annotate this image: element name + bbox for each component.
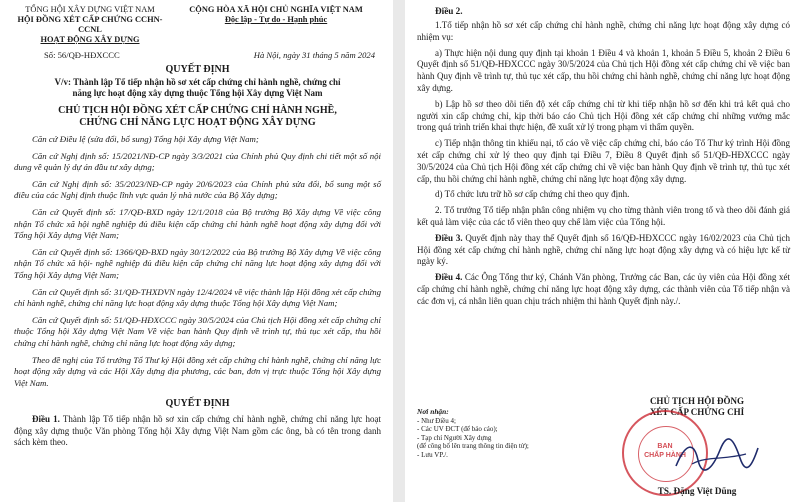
- issuer-heading: [14, 105, 381, 129]
- legal-basis-item: Theo đề nghị của Tổ trưởng Tổ Thư ký Hội đồng xét cấp chứng chỉ hành nghề, chứng chỉ năng lực hoạt động xây dựng và các Hội Xây dựng địa phương, các ban, đơn vị trực thuộc Tổng hội Xây dựng Việt Nam.: [14, 354, 381, 388]
- signature-block: [612, 396, 782, 496]
- handwritten-signature: [672, 436, 762, 476]
- decision-heading: QUYẾT ĐỊNH: [165, 398, 230, 410]
- signer-title-2: XÉT CẤP CHỨNG CHỈ: [649, 407, 745, 417]
- signer-title-1: CHỦ TỊCH HỘI ĐỒNG: [649, 396, 745, 406]
- article-2-paragraph: b) Lập hồ sơ theo dõi tiến độ xét cấp chứng chỉ từ khi tiếp nhận hồ sơ đến khi trả kết quả cho người xin cấp chứng chỉ, kịp thời báo cáo Chủ tịch Hội đồng xét cấp chứng chỉ những vướng mắc trong quá trình triển khai thực hiện, đề xuất xử lý trong phạm vi thẩm quyền.: [417, 98, 790, 133]
- org-line-1: TỔNG HỘI XÂY DỰNG VIỆT NAM: [25, 5, 155, 14]
- article-3-label: Điều 3.: [435, 232, 463, 243]
- stamp-text-1: BAN: [657, 443, 673, 450]
- subject-line-1: V/v: Thành lập Tổ tiếp nhận hồ sơ xét cấp chứng chỉ hành nghề, chứng chỉ: [54, 77, 341, 87]
- article-2-label: Điều 2.: [435, 6, 463, 16]
- document-header: [14, 5, 381, 45]
- article-4-text: Các Ông Tổng thư ký, Chánh Văn phòng, Trưởng các Ban, các ủy viên của Hội đồng xét cấp chứng chỉ hành nghề, chứng chỉ năng lực hoạt động xây dựng, các thành viên của Tổ tiếp nhận và các đơn vị, cá nhân liên quan chịu trách nhiệm thi hành Quyết định này./.: [417, 272, 790, 306]
- nation-line-2: Độc lập - Tự do - Hạnh phúc: [224, 15, 328, 24]
- article-4-label: Điều 4.: [435, 272, 463, 283]
- signer-name: TS. Đặng Việt Dũng: [657, 486, 737, 496]
- document-page-1: [0, 0, 393, 502]
- document-page-2: [405, 0, 800, 502]
- issuer-line-1: CHỦ TỊCH HỘI ĐỒNG XÉT CẤP CHỨNG CHỈ HÀNH NGHỀ,: [58, 105, 337, 116]
- legal-basis-item: Căn cứ Quyết định số: 31/QĐ-THXDVN ngày 12/4/2024 về việc thành lập Hội đồng xét cấp chứng chỉ hành nghề, chứng chỉ năng lực hoạt động xây dựng thuộc Tổng hội Xây dựng Việt Nam;: [14, 286, 381, 309]
- recipient-item: (để công bố lên trang thông tin điện tử);: [417, 442, 529, 451]
- number-date-line: [14, 50, 381, 60]
- nation-block: [171, 5, 381, 45]
- article-2-paragraph: d) Tổ chức lưu trữ hồ sơ cấp chứng chỉ theo quy định.: [435, 189, 630, 200]
- article-2-paragraph: 1.Tổ tiếp nhận hồ sơ xét cấp chứng chỉ hành nghề, chứng chỉ năng lực hoạt động xây dựng có nhiệm vụ:: [417, 20, 790, 42]
- org-line-2: HỘI ĐỒNG XÉT CẤP CHỨNG CCHN-CCNL: [17, 15, 163, 34]
- recipient-item: - Các UV ĐCT (để báo cáo);: [417, 425, 498, 434]
- legal-basis-item: Căn cứ Quyết định số: 1366/QĐ-BXD ngày 30/12/2022 của Bộ trưởng Bộ Xây dựng Về việc công nhận Tổ chức xã hội- nghề nghiệp đủ điều kiện cấp chứng chỉ năng lực hoạt động xây dựng đối với Tổng hội Xây dựng Việt Nam;: [14, 246, 381, 280]
- recipient-item: - Như Điều 4;: [417, 416, 456, 425]
- nation-line-1: CỘNG HÒA XÃ HỘI CHỦ NGHĨA VIỆT NAM: [189, 5, 363, 14]
- subject: [14, 77, 381, 99]
- legal-basis-item: Căn cứ Điều lệ (sửa đổi, bổ sung) Tổng hội Xây dựng Việt Nam;: [32, 134, 259, 144]
- legal-basis-item: Căn cứ Nghị định số: 15/2021/NĐ-CP ngày 3/3/2021 của Chính phủ Quy định chi tiết một số nội dung về quản lý dự án đầu tư xây dựng;: [14, 150, 381, 173]
- document-number: Số: 56/QĐ-HĐXCCC: [44, 50, 120, 60]
- article-1: [14, 414, 381, 449]
- article-2-paragraph: a) Thực hiện nội dung quy định tại khoản 1 Điều 4 và khoản 1, khoản 5 Điều 5, khoản 2 Điều 6 Quyết định số 51/QĐ-HĐXCCC ngày 30/5/2024 của Chủ tịch Hội đồng xét cấp chứng chỉ về việc ban hành Quy định về trình tự, thủ tục xét cấp, thu hồi chứng chỉ hành nghề, chứng chỉ năng lực hoạt động xây dựng.: [417, 47, 790, 93]
- legal-basis-item: Căn cứ Quyết định số: 17/QĐ-BXD ngày 12/1/2018 của Bộ trưởng Bộ Xây dựng Về việc công nhận Tổ chức xã hội nghề nghiệp đủ điều kiện cấp chứng chỉ hành nghề hoạt động xây dựng đối với Tổng hội Xây dựng Việt Nam;: [14, 206, 381, 241]
- issuer-line-2: CHỨNG CHỈ NĂNG LỰC HOẠT ĐỘNG XÂY DỰNG: [79, 117, 316, 128]
- recipient-item: - Tạp chí Người Xây dựng: [417, 433, 492, 442]
- recipient-item: - Lưu VP./.: [417, 450, 448, 459]
- article-2-paragraph: 2. Tổ trưởng Tổ tiếp nhận phân công nhiệm vụ cho từng thành viên trong tổ và theo dõi đánh giá kết quả làm việc của các tổ viên theo quy chế làm việc của Tổng hội.: [417, 205, 790, 227]
- legal-basis-item: Căn cứ Quyết định số: 51/QĐ-HĐXCCC ngày 30/5/2024 của Chủ tịch Hội đồng xét cấp chứng chỉ thuộc Tổng hội Xây dựng Việt Nam Về việc ban hành Quy định về trình tự, thủ tục xét cấp, thu hồi chứng chỉ hành nghề, chứng chỉ năng lực hoạt động xây dựng;: [14, 314, 381, 348]
- article-3-text: Quyết định này thay thế Quyết định số 16/QĐ-HĐXCCC ngày 16/02/2023 của Chủ tịch Hội đồng xét cấp chứng chỉ hành nghề, chứng chỉ năng lực hoạt động xây dựng và có hiệu lực kể từ ngày ký.: [417, 232, 791, 267]
- article-3: [417, 233, 790, 268]
- subject-line-2: năng lực hoạt động xây dựng thuộc Tổng hội Xây dựng Việt Nam: [72, 88, 323, 98]
- article-4: [417, 272, 790, 307]
- stamp-text-2: CHẤP HÀNH: [644, 452, 686, 459]
- article-1-text: Thành lập Tổ tiếp nhận hồ sơ xin cấp chứng chỉ hành nghề, chứng chỉ năng lực hoạt động xây dựng thuộc Văn phòng Tổng hội Xây dựng Việt Nam gồm các ông, bà có tên trong danh sách kèm theo.: [14, 414, 382, 448]
- page-title: QUYẾT ĐỊNH: [165, 64, 230, 75]
- article-2-paragraph: c) Tiếp nhận thông tin khiếu nại, tố cáo về việc cấp chứng chỉ, báo cáo Tổ Thư ký trình Hội đồng xét cấp chứng chỉ xử lý theo quy định tại Điều 7, Điều 8 Quyết định số 51/QĐ-HĐXCCC ngày 30/5/2024 của Chủ tịch Hội đồng xét cấp chứng chỉ về việc ban hành Quy định về trình tự, thủ tục xét cấp, thu hồi chứng chỉ hành nghề, chứng chỉ năng lực hoạt động xây dựng.: [417, 138, 790, 184]
- org-line-3: HOẠT ĐỘNG XÂY DỰNG: [40, 35, 140, 44]
- document-date: Hà Nội, ngày 31 tháng 5 năm 2024: [253, 50, 375, 60]
- recipients-heading: Nơi nhận:: [417, 407, 449, 416]
- legal-basis-item: Căn cứ Nghị định số: 35/2023/NĐ-CP ngày 20/6/2023 của Chính phủ sửa đổi, bổ sung một số điều của các Nghị định thuộc lĩnh vực quản lý nhà nước của Bộ Xây dựng;: [14, 178, 381, 201]
- recipients-block: [417, 408, 567, 460]
- organization-block: [14, 5, 166, 45]
- article-1-label: Điều 1.: [32, 414, 60, 425]
